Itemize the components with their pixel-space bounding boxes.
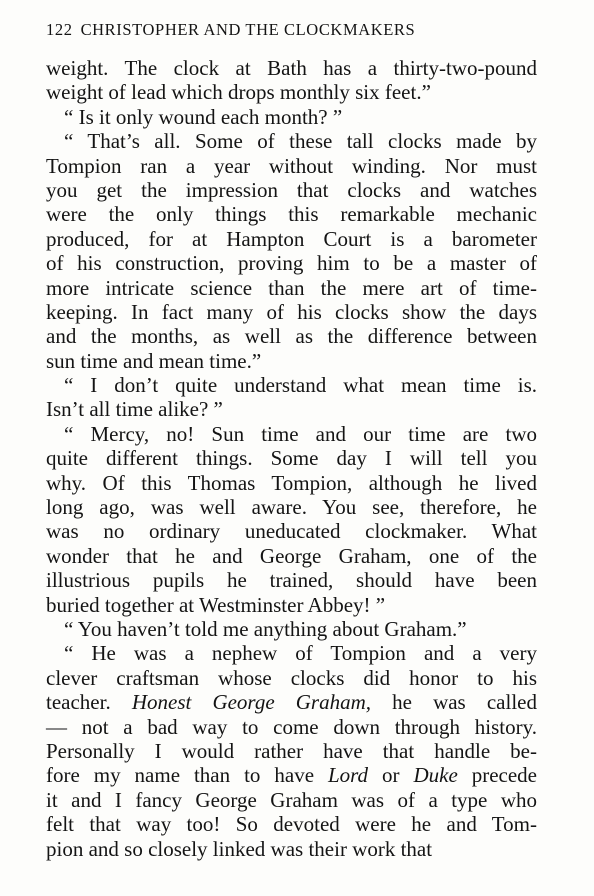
text-line <box>46 617 537 641</box>
text-segment: he was called <box>371 690 537 715</box>
text-segment: “ I don’t quite understand what mean time is. <box>64 373 537 398</box>
text-line <box>46 397 537 421</box>
text-line <box>46 519 537 543</box>
text-line <box>46 56 537 80</box>
text-segment: produced, for at Hampton Court is a barometer <box>46 226 537 251</box>
text-segment: wonder that he and George Graham, one of the <box>46 543 537 568</box>
text-line <box>46 349 537 373</box>
text-line <box>46 666 537 690</box>
text-line <box>46 422 537 446</box>
text-line <box>46 446 537 470</box>
text-segment: teacher. <box>46 690 132 715</box>
text-line <box>46 300 537 324</box>
text-segment: “ Is it only wound each month? ” <box>64 104 343 129</box>
text-line <box>46 568 537 592</box>
text-line <box>46 202 537 226</box>
text-segment: pion and so closely linked was their work that <box>46 836 433 861</box>
text-line <box>46 324 537 348</box>
text-segment: you get the impression that clocks and watches <box>46 177 537 202</box>
text-segment: why. Of this Thomas Tompion, although he lived <box>46 470 537 495</box>
text-line <box>46 227 537 251</box>
text-line <box>46 739 537 763</box>
text-segment: fore my name than to have <box>46 763 328 788</box>
text-segment: — not a bad way to come down through history. <box>46 714 537 739</box>
text-line <box>46 837 537 861</box>
italic-text: Lord <box>327 763 369 788</box>
text-line <box>46 763 537 787</box>
text-line <box>46 373 537 397</box>
text-segment: it and I fancy George Graham was of a type who <box>46 787 537 812</box>
text-segment: was no ordinary uneducated clockmaker. What <box>46 519 537 544</box>
text-line <box>46 788 537 812</box>
text-line <box>46 105 537 129</box>
text-line <box>46 641 537 665</box>
text-line <box>46 276 537 300</box>
text-segment: of his construction, proving him to be a master of <box>46 251 537 276</box>
text-line <box>46 715 537 739</box>
text-line <box>46 544 537 568</box>
text-line <box>46 251 537 275</box>
text-segment: or <box>368 763 414 788</box>
italic-text: Honest George Graham, <box>131 690 372 715</box>
text-segment: Personally I would rather have that handle be- <box>46 738 537 763</box>
text-segment: “ He was a nephew of Tompion and a very <box>64 641 537 666</box>
text-line <box>46 129 537 153</box>
text-segment: quite different things. Some day I will tell you <box>46 446 537 471</box>
text-segment: felt that way too! So devoted were he and Tom- <box>46 812 537 837</box>
page-number: 122 <box>46 20 73 39</box>
text-segment: “ Mercy, no! Sun time and our time are two <box>64 421 537 446</box>
text-segment: were the only things this remarkable mechanic <box>46 202 537 227</box>
text-segment: buried together at Westminster Abbey! ” <box>46 592 386 617</box>
text-segment: clever craftsman whose clocks did honor to his <box>46 665 537 690</box>
text-line <box>46 495 537 519</box>
text-line <box>46 178 537 202</box>
text-segment: and the months, as well as the difference between <box>46 324 537 349</box>
text-line <box>46 80 537 104</box>
text-segment: “ You haven’t told me anything about Graham.” <box>64 616 467 641</box>
text-segment: keeping. In fact many of his clocks show the days <box>46 299 537 324</box>
running-title: CHRISTOPHER AND THE CLOCKMAKERS <box>80 20 416 39</box>
text-line <box>46 593 537 617</box>
text-segment: sun time and mean time.” <box>46 348 262 373</box>
text-segment: “ That’s all. Some of these tall clocks made by <box>64 129 537 154</box>
text-segment: weight of lead which drops monthly six feet.” <box>46 80 431 105</box>
body-text <box>46 56 537 861</box>
text-segment: long ago, was well aware. You see, therefore, he <box>46 495 537 520</box>
text-segment: more intricate science than the mere art of time- <box>46 275 537 300</box>
text-segment: precede <box>457 763 537 788</box>
running-head <box>46 20 546 46</box>
text-segment: illustrious pupils he trained, should have been <box>46 568 537 593</box>
text-segment: Tompion ran a year without winding. Nor must <box>46 153 537 178</box>
text-line <box>46 154 537 178</box>
text-line <box>46 690 537 714</box>
text-line <box>46 812 537 836</box>
text-segment: Isn’t all time alike? ” <box>46 397 223 422</box>
text-segment: weight. The clock at Bath has a thirty-two-pound <box>46 56 537 80</box>
text-line <box>46 471 537 495</box>
italic-text: Duke <box>413 763 458 788</box>
